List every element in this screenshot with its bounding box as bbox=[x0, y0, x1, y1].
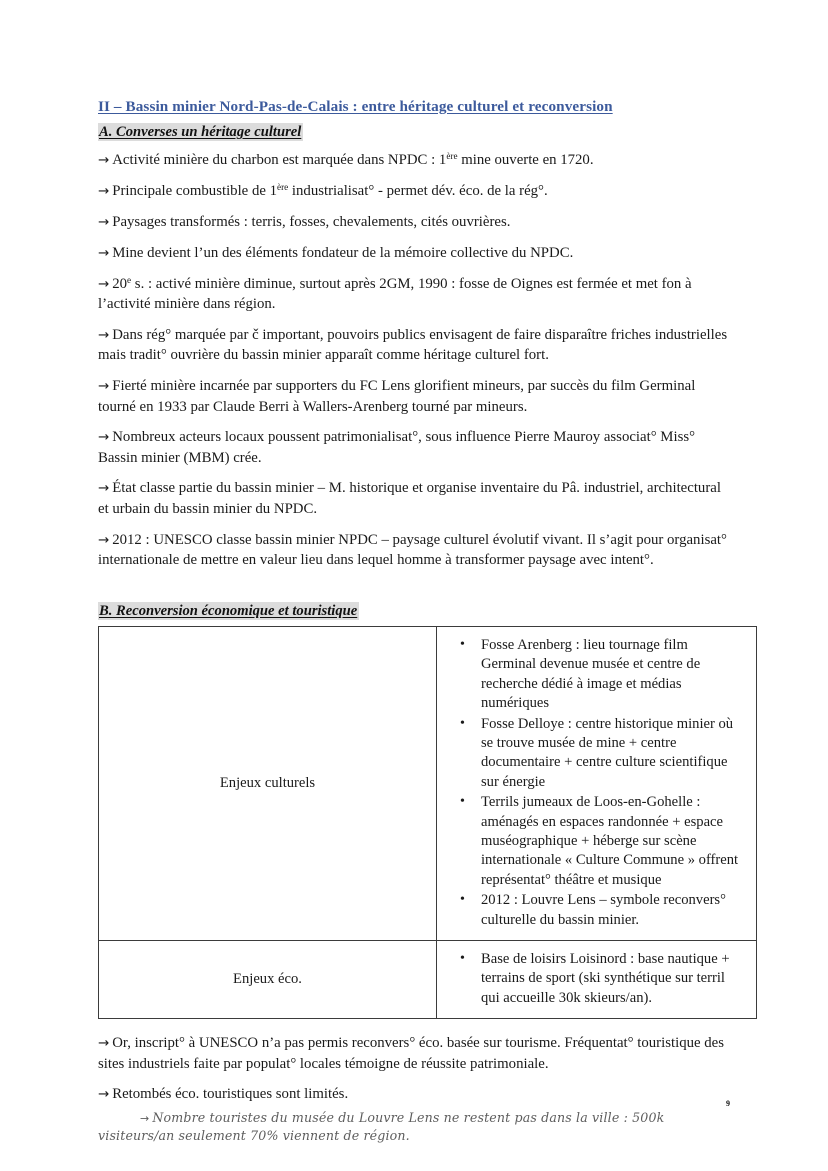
handwritten-note bbox=[98, 1109, 728, 1145]
text-run: Nombreux acteurs locaux poussent patrimonialisat°, sous influence Pierre Mauroy associat° Miss° Bassin minier (MBM) crée. bbox=[98, 429, 696, 466]
arrow-icon: → bbox=[98, 532, 110, 548]
list-item bbox=[460, 891, 746, 930]
arrow-icon: → bbox=[98, 276, 110, 292]
text-run: Fierté minière incarnée par supporters du FC Lens glorifient mineurs, par succès du film Germinal tourné en 1933 par Claude Berri à Wallers-Arenberg tourné par mineurs. bbox=[98, 378, 696, 415]
paragraph-list-after bbox=[98, 1033, 728, 1104]
subheading-b: B. Reconversion économique et touristique bbox=[99, 602, 358, 619]
list-item-text: Fosse Arenberg : lieu tournage film Germinal devenue musée et centre de recherche dédié à image et médias numériques bbox=[481, 636, 701, 712]
arrow-paragraph bbox=[98, 243, 728, 263]
arrow-icon: → bbox=[98, 379, 110, 395]
table-row bbox=[99, 940, 757, 1018]
paragraph-text bbox=[98, 276, 692, 312]
bullet-icon: • bbox=[460, 636, 465, 652]
paragraph-text bbox=[112, 183, 547, 199]
paragraph-text bbox=[98, 378, 695, 414]
text-run: Retombés éco. touristiques sont limités. bbox=[112, 1086, 349, 1103]
text-run: Mine devient l’un des éléments fondateur de la mémoire collective du NPDC. bbox=[112, 245, 574, 262]
paragraph-text bbox=[98, 532, 727, 568]
bullet-icon: • bbox=[460, 715, 465, 731]
subheading-b-wrapper bbox=[98, 581, 728, 626]
text-run: s. : activé minière diminue, surtout après 2GM, 1990 : fosse de Oignes est fermée et met fon à l’activité minière dans région. bbox=[98, 275, 692, 313]
arrow-paragraph bbox=[98, 530, 728, 571]
text-run: Or, inscript° à UNESCO n’a pas permis reconvers° éco. basée sur tourisme. Fréquentat° touristique des sites industriels faite par populat° locales témoigne de réussite patrimoniale. bbox=[98, 1035, 724, 1072]
arrow-paragraph bbox=[98, 274, 728, 315]
table-row bbox=[99, 626, 757, 940]
text-run: 20 bbox=[112, 275, 128, 292]
bullet-list bbox=[437, 950, 750, 1008]
paragraph-text bbox=[98, 1035, 724, 1071]
list-item-text: Fosse Delloye : centre historique minier où se trouve musée de mine + centre documentaire + centre culture scientifique sur énergie bbox=[481, 715, 734, 790]
list-item bbox=[460, 715, 746, 793]
table-row-label: Enjeux éco. bbox=[99, 940, 437, 1018]
text-run: Activité minière du charbon est marquée dans NPDC : 1 bbox=[112, 152, 447, 169]
superscript: ère bbox=[277, 182, 289, 193]
arrow-icon: → bbox=[98, 481, 110, 497]
arrow-paragraph bbox=[98, 427, 728, 468]
arrow-paragraph bbox=[98, 1084, 728, 1104]
paragraph-text bbox=[112, 1086, 348, 1102]
subheading-a-wrapper bbox=[98, 123, 728, 150]
text-run: 2012 : UNESCO classe bassin minier NPDC – paysage culturel évolutif vivant. Il s’agit pour organisat° internationale de mettre en valeur lieu dans lequel homme à transformer paysage avec intent°. bbox=[98, 531, 727, 568]
text-run: Principale combustible de 1 bbox=[112, 183, 278, 200]
arrow-paragraph bbox=[98, 150, 728, 170]
bullet-list bbox=[437, 636, 750, 930]
list-item-text: Base de loisirs Loisinord : base nautique + terrains de sport (ski synthétique sur terril qui accueille 30k skieurs/an). bbox=[481, 950, 730, 1006]
arrow-paragraph bbox=[98, 478, 728, 519]
paragraph-list-a bbox=[98, 150, 728, 570]
arrow-paragraph bbox=[98, 325, 728, 366]
text-run: mine ouverte en 1720. bbox=[457, 152, 594, 169]
superscript: e bbox=[127, 275, 132, 286]
table-row-label: Enjeux culturels bbox=[99, 626, 437, 940]
arrow-paragraph bbox=[98, 1033, 728, 1074]
list-item-text: Terrils jumeaux de Loos-en-Gohelle : aménagés en espaces randonnée + espace muséographique + héberge sur scène internationale « Culture Commune » offrent représentat° théâtre et musique bbox=[481, 794, 739, 888]
list-item bbox=[460, 793, 746, 890]
paragraph-text bbox=[98, 429, 695, 465]
arrow-paragraph bbox=[98, 181, 728, 201]
text-run: Dans rég° marquée par č important, pouvoirs publics envisagent de faire disparaître friches industrielles mais tradit° ouvrière du bassin minier apparaît comme héritage culturel fort. bbox=[98, 327, 728, 364]
paragraph-text bbox=[112, 214, 510, 230]
bullet-icon: • bbox=[460, 950, 465, 966]
arrow-paragraph bbox=[98, 376, 728, 417]
superscript: ère bbox=[446, 151, 458, 162]
bullet-icon: • bbox=[460, 892, 465, 908]
page-title: II – Bassin minier Nord-Pas-de-Calais : entre héritage culturel et reconversion bbox=[98, 98, 613, 115]
paragraph-text bbox=[112, 152, 593, 168]
page-number: 9 bbox=[726, 1099, 730, 1108]
text-run: Paysages transformés : terris, fosses, chevalements, cités ouvrières. bbox=[112, 214, 511, 231]
page-content bbox=[98, 98, 739, 1145]
bullet-icon: • bbox=[460, 794, 465, 810]
arrow-icon: → bbox=[98, 246, 110, 262]
table-row-content bbox=[437, 626, 757, 940]
table-body bbox=[99, 626, 757, 1018]
list-item-text: 2012 : Louvre Lens – symbole reconvers° culturelle du bassin minier. bbox=[481, 892, 726, 928]
arrow-icon: → bbox=[98, 430, 110, 446]
arrow-icon: → bbox=[98, 328, 110, 344]
list-item bbox=[460, 950, 746, 1008]
arrow-icon: → bbox=[98, 184, 110, 200]
arrow-icon: → bbox=[98, 153, 110, 169]
list-item bbox=[460, 636, 746, 714]
arrow-icon: → bbox=[98, 1087, 110, 1103]
arrow-icon: → bbox=[98, 1036, 110, 1052]
arrow-paragraph bbox=[98, 212, 728, 232]
reconversion-table bbox=[98, 626, 757, 1019]
text-run: État classe partie du bassin minier – M. historique et organise inventaire du Pâ. industriel, architectural et urbain du bassin minier du NPDC. bbox=[98, 480, 721, 517]
arrow-icon: → bbox=[140, 1112, 150, 1126]
arrow-icon: → bbox=[98, 215, 110, 231]
paragraph-text bbox=[112, 245, 573, 261]
table-row-content bbox=[437, 940, 757, 1018]
paragraph-text bbox=[98, 327, 727, 363]
text-run: industrialisat° - permet dév. éco. de la rég°. bbox=[288, 183, 548, 200]
note-text: Nombre touristes du musée du Louvre Lens ne restent pas dans la ville : 500k visiteurs/an seulement 70% viennent de région. bbox=[98, 1110, 665, 1144]
paragraph-text bbox=[98, 480, 721, 516]
subheading-a: A. Converses un héritage culturel bbox=[99, 124, 302, 141]
